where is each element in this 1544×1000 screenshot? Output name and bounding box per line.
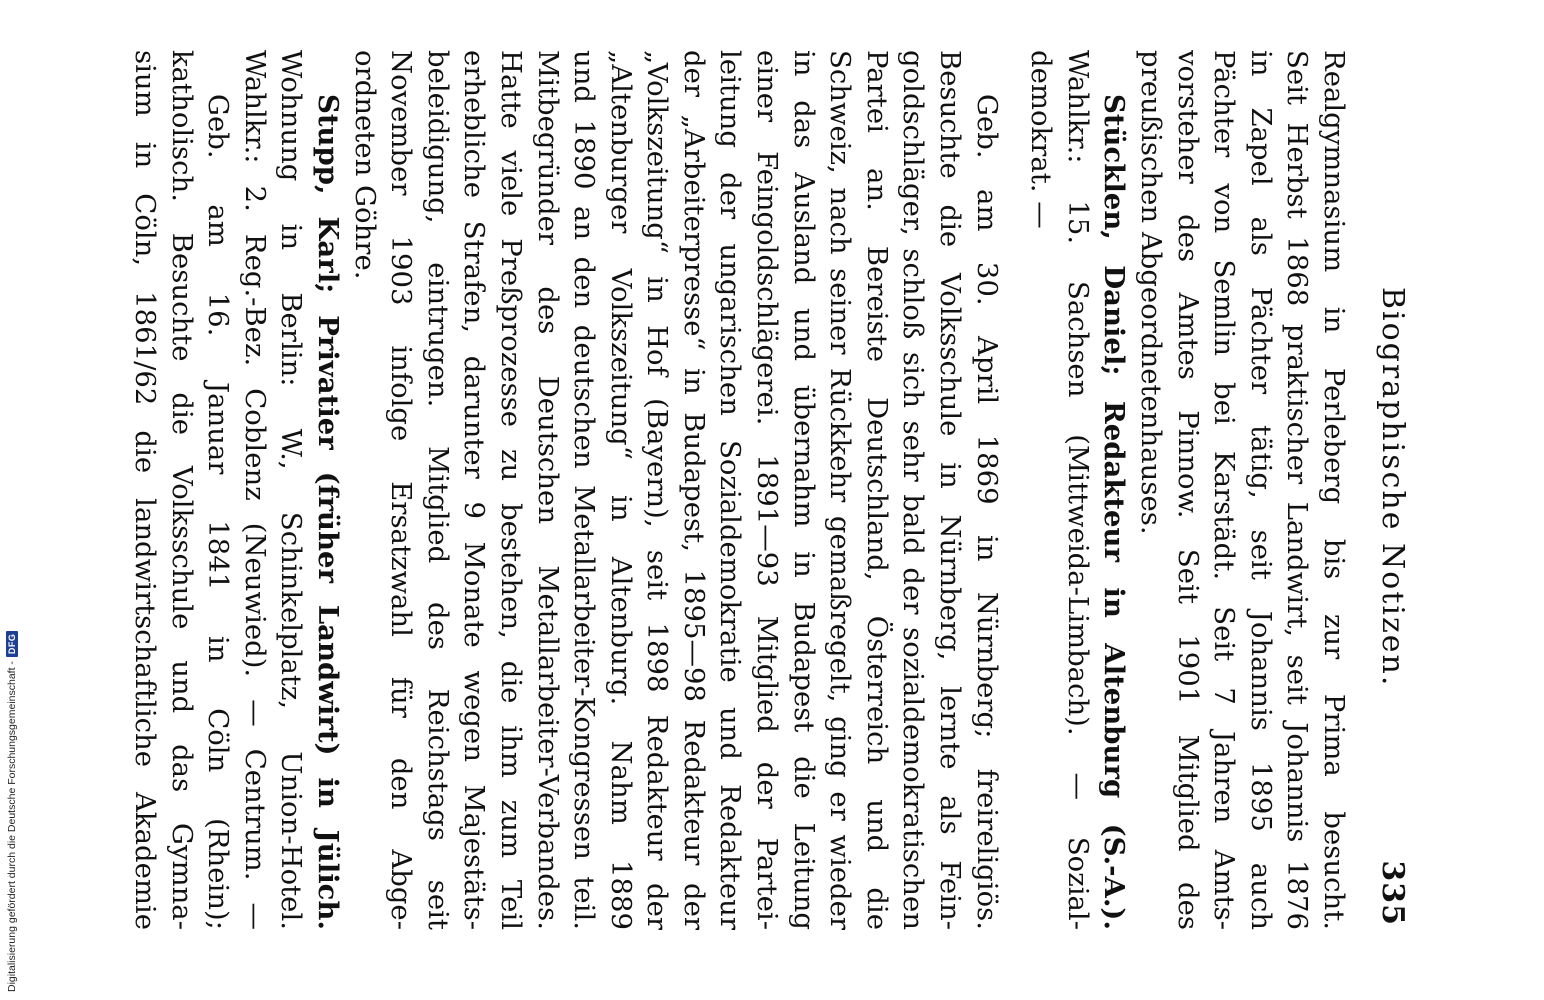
text-line: einer Feingoldschlägerei. 1891—93 Mitglied der Partei- [751, 50, 784, 930]
page-number: 335 [1375, 860, 1410, 926]
dfg-credit [3, 592, 21, 992]
text-line: preußischen Abgeordnetenhauses. [1135, 50, 1168, 535]
running-header [1352, 50, 1410, 930]
text-line: Schweiz, nach seiner Rückkehr gemaßregelt, ging er wieder [824, 50, 857, 930]
dfg-logo: DFG [6, 631, 18, 658]
text-line: Seit Herbst 1868 praktischer Landwirt, seit Johannis 1876 [1281, 50, 1314, 930]
text-line: in Zapel als Pächter tätig, seit Johannis 1895 auch [1244, 50, 1277, 930]
text-line: Geb. am 30. April 1869 in Nürnberg; freireligiös. [970, 94, 1003, 930]
rotated-page [120, 50, 1410, 930]
text-line: Wohnung in Berlin: W., Schinkelplatz, Union-Hotel. [275, 50, 308, 930]
text-line: und 1890 an den deutschen Metallarbeiter-Kongressen teil. [568, 50, 601, 930]
biography-entry-heading [1023, 50, 1133, 930]
text-line: ordneten Göhre. [348, 50, 381, 280]
text-line: Stücklen, Daniel; Redakteur in Altenburg (S.-A.). [1098, 94, 1131, 930]
text-line: katholisch. Besuchte die Volksschule und das Gymna- [165, 50, 198, 930]
text-line: Partei an. Bereiste Deutschland, Österreich und die [860, 50, 893, 930]
text-line: beleidigung, eintrugen. Mitglied des Reichstags seit [421, 50, 454, 930]
text-line: Mitbegründer des Deutschen Metallarbeiter-Verbandes. [531, 50, 564, 930]
text-line: goldschläger, schloß sich sehr bald der sozialdemokratischen [897, 50, 930, 930]
text-line: November 1903 infolge Ersatzwahl für den Abge- [385, 50, 418, 930]
text-line: „Volkszeitung“ in Hof (Bayern), seit 1898 Redakteur der [641, 50, 674, 930]
text-line: der „Arbeiterpresse“ in Budapest, 1895—98 Redakteur der [677, 50, 710, 930]
credit-text: Digitalisierung gefördert durch die Deutsche Forschungsgemeinschaft - [6, 661, 18, 992]
paragraph [1132, 50, 1352, 930]
text-line: vorsteher des Amtes Pinnow. Seit 1901 Mitglied des [1171, 50, 1204, 930]
text-line: demokrat. — [1025, 50, 1058, 229]
text-line: Geb. am 16. Januar 1841 in Cöln (Rhein); [202, 94, 235, 930]
text-line: Pächter von Semlin bei Karstädt. Seit 7 Jahren Amts- [1208, 50, 1241, 930]
text-line: „Altenburger Volkszeitung“ in Altenburg. Nahm 1889 [604, 50, 637, 930]
text-line: sium in Cöln, 1861/62 die landwirtschaftliche Akademie [129, 50, 161, 930]
text-line: Wahlkr.: 15. Sachsen (Mittweida-Limbach). — Sozial- [1061, 50, 1094, 930]
paragraph [346, 50, 1005, 930]
text-line: leitung der ungarischen Sozialdemokratie und Redakteur [714, 50, 747, 930]
biography-entry-heading [126, 50, 346, 930]
text-line: Besuchte die Volksschule in Nürnberg, lernte als Fein- [934, 50, 967, 930]
text-line: erhebliche Strafen, darunter 9 Monate wegen Majestäts- [458, 50, 491, 930]
text-line: Stupp, Karl; Privatier (früher Landwirt) in Jülich. [311, 94, 344, 930]
header-title: Biographische Notizen. [1375, 286, 1410, 688]
text-line: Hatte viele Preßprozesse zu bestehen, die ihm zum Teil [494, 50, 527, 930]
text-line: Realgymnasium in Perleberg bis zur Prima besucht. [1318, 50, 1350, 930]
text-line: in das Ausland und übernahm in Budapest die Leitung [787, 50, 820, 930]
text-line: Wahlkr.: 2. Reg.-Bez. Coblenz (Neuwied). — Centrum. — [238, 50, 271, 930]
page-body [126, 50, 1352, 930]
